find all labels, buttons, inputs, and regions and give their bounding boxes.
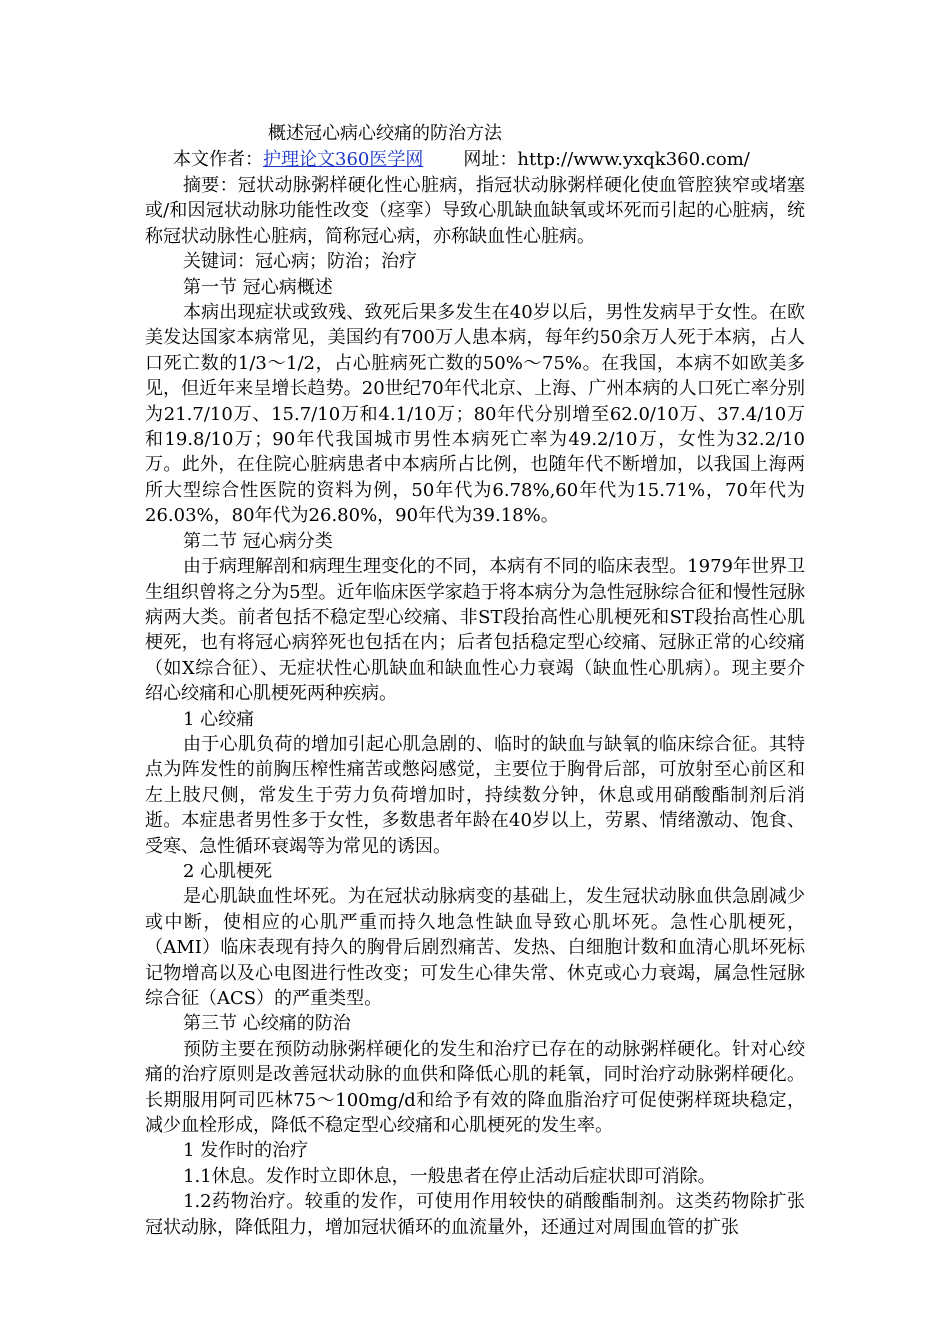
section-heading: 第三节 心绞痛的防治 [183, 1013, 351, 1035]
body-paragraph: 1.1休息。发作时立即休息，一般患者在停止活动后症状即可消除。 [183, 1165, 716, 1187]
body-paragraph: 1.2药物治疗。较重的发作，可使用作用较快的硝酸酯制剂。这类药物除扩张冠状动脉，降低阻力，增加冠状循环的血流量外，还通过对周围血管的扩张 [145, 1191, 805, 1238]
subsection-heading: 1 发作时的治疗 [183, 1140, 309, 1162]
url-text: http://www.yxqk360.com/ [517, 149, 750, 170]
body-paragraph: 是心肌缺血性坏死。为在冠状动脉病变的基础上，发生冠状动脉血供急剧减少或中断，使相应的心肌严重而持久地急性缺血导致心肌坏死。急性心肌梗死，（AMI）临床表现有持久的胸骨后剧烈痛苦、发热、白细胞计数和血清心肌坏死标记物增高以及心电图进行性改变；可发生心律失常、休克或心力衰竭，属急性冠脉综合征（ACS）的严重类型。 [145, 886, 805, 1009]
subsection-heading: 2 心肌梗死 [183, 860, 273, 882]
subsection-heading: 1 心绞痛 [183, 708, 255, 730]
body-paragraph: 由于心肌负荷的增加引起心肌急剧的、临时的缺血与缺氧的临床综合征。其特点为阵发性的前胸压榨性痛苦或憋闷感觉，主要位于胸骨后部，可放射至心前区和左上肢尺侧，常发生于劳力负荷增加时，持续数分钟，休息或用硝酸酯制剂后消逝。本症患者男性多于女性，多数患者年龄在40岁以上，劳累、情绪激动、饱食、受寒、急性循环衰竭等为常见的诱因。 [145, 733, 805, 857]
abstract-paragraph: 摘要：冠状动脉粥样硬化性心脏病，指冠状动脉粥样硬化使血管腔狭窄或堵塞或/和因冠状动脉功能性改变（痉挛）导致心肌缺血缺氧或坏死而引起的心脏病，统称冠状动脉性心脏病，简称冠心病，亦称缺血性心脏病。 [145, 175, 805, 247]
body-paragraph: 本病出现症状或致残、致死后果多发生在40岁以后，男性发病早于女性。在欧美发达国家本病常见，美国约有700万人患本病，每年约50余万人死于本病，占人口死亡数的1/3～1/2，占心脏病死亡数的50%～75%。在我国，本病不如欧美多见，但近年来呈增长趋势。20世纪70年代北京、上海、广州本病的人口死亡率分别为21.7/10万、15.7/10万和4.1/10万；80年代分别增至62.0/10万、37.4/10万和19.8/10万；90年代我国城市男性本病死亡率为49.2/10万，女性为32.2/10万。此外，在住院心脏病患者中本病所占比例，也随年代不断增加，以我国上海两所大型综合性医院的资料为例，50年代为6.78%,60年代为15.71%，70年代为26.03%，80年代为26.80%，90年代为39.18%。 [145, 302, 805, 527]
author-link[interactable]: 护理论文360医学网 [263, 149, 424, 170]
author-line [173, 146, 750, 174]
body-paragraph: 预防主要在预防动脉粥样硬化的发生和治疗已存在的动脉粥样硬化。针对心绞痛的治疗原则是改善冠状动脉的血供和降低心肌的耗氧，同时治疗动脉粥样硬化。长期服用阿司匹林75～100mg/d和给予有效的降血脂治疗可促使粥样斑块稳定，减少血栓形成，降低不稳定型心绞痛和心肌梗死的发生率。 [145, 1038, 805, 1137]
section-heading: 第一节 冠心病概述 [183, 276, 333, 298]
document-body [145, 173, 805, 1240]
section-heading: 第二节 冠心病分类 [183, 530, 333, 552]
document-title: 概述冠心病心绞痛的防治方法 [268, 123, 502, 144]
author-label: 本文作者： [173, 149, 263, 170]
body-paragraph: 由于病理解剖和病理生理变化的不同，本病有不同的临床表型。1979年世界卫生组织曾将之分为5型。近年临床医学家趋于将本病分为急性冠脉综合征和慢性冠脉病两大类。前者包括不稳定型心绞痛、非ST段抬高性心肌梗死和ST段抬高性心肌梗死，也有将冠心病猝死也包括在内；后者包括稳定型心绞痛、冠脉正常的心绞痛（如X综合征）、无症状性心肌缺血和缺血性心力衰竭（缺血性心肌病）。现主要介绍心绞痛和心肌梗死两种疾病。 [145, 556, 805, 705]
url-label: 网址： [463, 149, 518, 170]
keywords-paragraph: 关键词：冠心病；防治；治疗 [183, 251, 417, 273]
